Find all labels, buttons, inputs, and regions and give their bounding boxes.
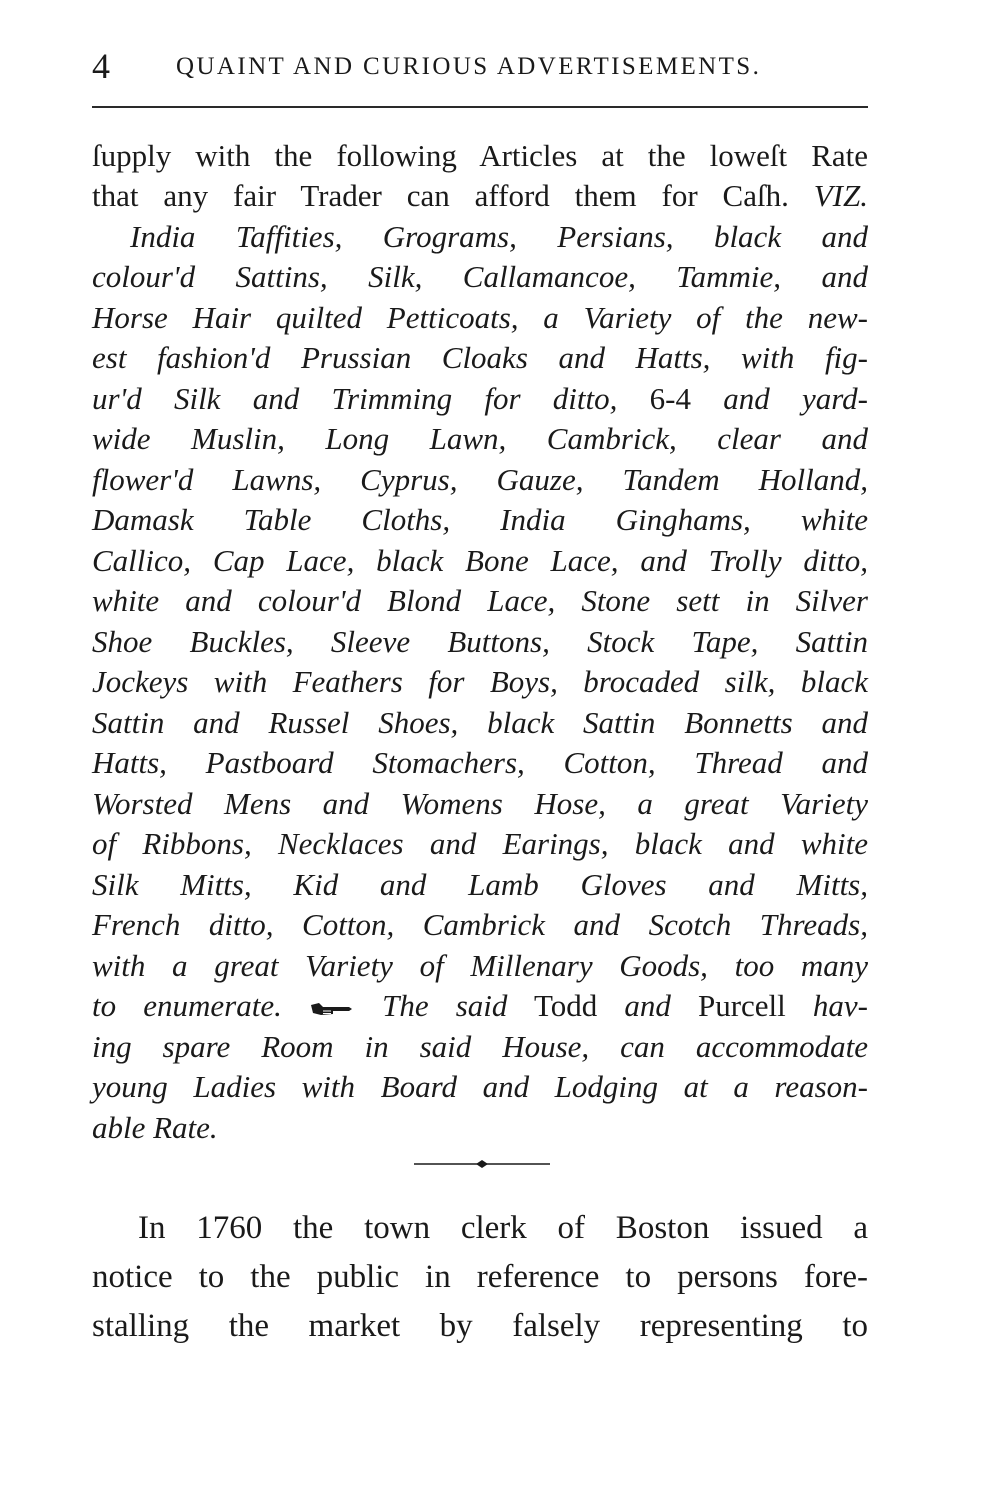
text-line: Damask Table Cloths, India Ginghams, white bbox=[92, 502, 868, 537]
page-header bbox=[92, 46, 868, 86]
text-line: colour'd Sattins, Silk, Callamancoe, Tammie, and bbox=[92, 259, 868, 294]
text-line: French ditto, Cotton, Cambrick and Scotch Threads, bbox=[92, 907, 868, 942]
text-line: Callico, Cap Lace, black Bone Lace, and Trolly ditto, bbox=[92, 543, 868, 578]
text-line: with a great Variety of Millenary Goods, too many bbox=[92, 948, 868, 983]
text-line: that any fair Trader can afford them for Caſh. VIZ. bbox=[92, 178, 868, 213]
text-line: white and colour'd Blond Lace, Stone sett in Silver bbox=[92, 583, 868, 618]
text-line: notice to the public in reference to persons fore- bbox=[92, 1259, 868, 1295]
text-line: Shoe Buckles, Sleeve Buttons, Stock Tape, Sattin bbox=[92, 624, 868, 659]
header-rule bbox=[92, 106, 868, 108]
text-line: to enumerate. The said Todd and Purcell hav- bbox=[92, 988, 868, 1023]
text-line: Horse Hair quilted Petticoats, a Variety of the new- bbox=[92, 300, 868, 335]
text-line: ſupply with the following Articles at the loweſt Rate bbox=[92, 138, 868, 173]
text-line: India Taffities, Grograms, Persians, black and bbox=[130, 219, 868, 254]
text-line: Hatts, Pastboard Stomachers, Cotton, Thread and bbox=[92, 745, 868, 780]
text-line: young Ladies with Board and Lodging at a reason- bbox=[92, 1069, 868, 1104]
text-line: ur'd Silk and Trimming for ditto, 6-4 and yard- bbox=[92, 381, 868, 416]
viz-label: VIZ. bbox=[813, 178, 868, 213]
text-line: Silk Mitts, Kid and Lamb Gloves and Mitts, bbox=[92, 867, 868, 902]
text-line: Sattin and Russel Shoes, black Sattin Bonnetts and bbox=[92, 705, 868, 740]
running-head: QUAINT AND CURIOUS ADVERTISEMENTS. bbox=[176, 53, 762, 80]
text-line: In 1760 the town clerk of Boston issued a bbox=[138, 1210, 868, 1246]
text-line: flower'd Lawns, Cyprus, Gauze, Tandem Holland, bbox=[92, 462, 868, 497]
section-divider-ornament bbox=[414, 1156, 550, 1172]
text-line: of Ribbons, Necklaces and Earings, black and white bbox=[92, 826, 868, 861]
text-line: est fashion'd Prussian Cloaks and Hatts, with fig- bbox=[92, 340, 868, 375]
text-line: stalling the market by falsely representing to bbox=[92, 1308, 868, 1344]
text-line: ing spare Room in said House, can accommodate bbox=[92, 1029, 868, 1064]
text-line: wide Muslin, Long Lawn, Cambrick, clear and bbox=[92, 421, 868, 456]
pointing-hand-icon bbox=[309, 999, 355, 1019]
text-line: Jockeys with Feathers for Boys, brocaded silk, black bbox=[92, 664, 868, 699]
page-number: 4 bbox=[92, 46, 110, 86]
text-line: Worsted Mens and Womens Hose, a great Variety bbox=[92, 786, 868, 821]
text-line: able Rate. bbox=[92, 1110, 218, 1145]
